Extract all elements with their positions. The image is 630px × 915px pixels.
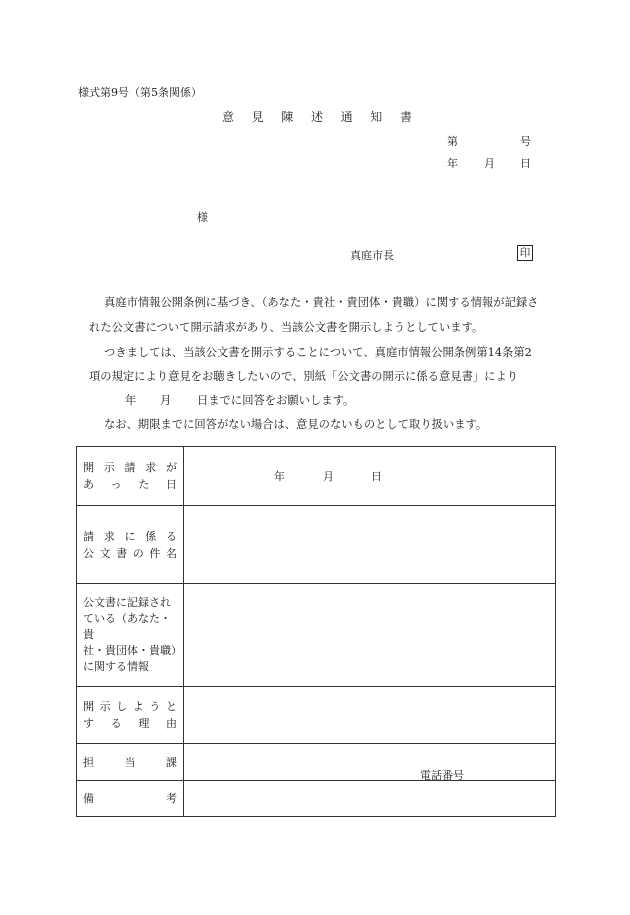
- label-char: う: [149, 700, 161, 713]
- label-char: 係: [145, 529, 157, 543]
- request-date-month: 月: [323, 470, 334, 483]
- label-char: が: [166, 461, 177, 474]
- label-char: 公: [83, 546, 94, 560]
- label-char: 請: [124, 461, 136, 474]
- label-char: 開: [83, 461, 94, 474]
- deadline-year: 年: [125, 394, 137, 407]
- issue-date-year: 年: [447, 157, 458, 170]
- issue-date-day: 日: [520, 157, 531, 170]
- table-row: [77, 744, 556, 781]
- related-info-label: [77, 584, 184, 687]
- label-char: と: [165, 700, 177, 713]
- table-row: [77, 506, 556, 584]
- request-date-year: 年: [274, 470, 285, 483]
- label-char: 考: [166, 792, 177, 805]
- doc-number-suffix: 号: [520, 135, 531, 148]
- body-line-5: 日までに回答をお願いします。: [197, 394, 355, 407]
- remarks-value[interactable]: [184, 781, 556, 817]
- seal-char: 印: [519, 247, 531, 259]
- label-line: 公文書に記録され: [83, 596, 171, 609]
- label-char: る: [110, 717, 122, 730]
- request-date-label: [77, 447, 184, 506]
- addressee-honorific: 様: [197, 211, 208, 224]
- table-row: [77, 781, 556, 817]
- title-char: 述: [310, 110, 323, 124]
- remarks-label: [77, 781, 184, 817]
- label-char: 開: [83, 700, 94, 713]
- document-name-value[interactable]: [184, 506, 556, 584]
- doc-number-prefix: 第: [447, 135, 458, 148]
- label-line: に関する情報: [83, 660, 149, 673]
- seal-mark: [517, 245, 533, 261]
- label-char: 由: [165, 717, 177, 730]
- department-value[interactable]: [184, 744, 556, 781]
- label-char: た: [138, 478, 150, 491]
- label-char: よ: [132, 700, 144, 713]
- body-line-3: つきましては、当該公文書を開示することについて、真庭市情報公開条例第14条第2: [104, 346, 532, 359]
- related-info-value[interactable]: [184, 584, 556, 687]
- table-row: [77, 687, 556, 744]
- label-line: ている（あなた・貴: [83, 612, 171, 641]
- label-char: し: [116, 700, 128, 713]
- label-char: 課: [166, 755, 177, 769]
- label-char: る: [166, 529, 177, 543]
- body-line-2: れた公文書について開示請求があり、当該公文書を開示しようとしています。: [89, 321, 484, 334]
- title-char: 書: [399, 110, 412, 124]
- label-line: 社・貴団体・貴職）: [83, 644, 182, 657]
- label-char: 担: [83, 755, 94, 769]
- document-title: [222, 108, 412, 125]
- label-char: 書: [116, 546, 128, 560]
- body-line-6: なお、期限までに回答がない場合は、意見のないものとして取り扱います。: [104, 418, 488, 431]
- form-number: 様式第9号（第5条関係）: [78, 86, 202, 99]
- deadline-month: 月: [160, 394, 172, 407]
- label-char: 示: [103, 461, 115, 474]
- label-char: 理: [138, 717, 150, 730]
- title-char: 見: [251, 110, 264, 124]
- label-char: 日: [165, 478, 177, 491]
- label-char: 示: [99, 700, 111, 713]
- body-line-1: 真庭市情報公開条例に基づき、（あなた・貴社・貴団体・貴職）に関する情報が記録さ: [104, 296, 539, 309]
- label-char: の: [132, 546, 144, 560]
- issue-date-month: 月: [484, 157, 495, 170]
- label-char: 求: [103, 529, 115, 543]
- notice-table: [76, 446, 556, 817]
- label-char: 備: [83, 792, 94, 805]
- title-char: 陳: [281, 110, 294, 124]
- sender-name: 真庭市長: [350, 249, 394, 262]
- label-char: す: [83, 717, 94, 730]
- title-char: 知: [370, 110, 383, 124]
- label-char: に: [124, 529, 136, 543]
- label-char: 当: [124, 755, 136, 769]
- table-row: [77, 447, 556, 506]
- label-char: あ: [83, 478, 94, 491]
- request-date-value[interactable]: [184, 447, 556, 506]
- label-char: 件: [149, 546, 161, 560]
- label-char: 名: [165, 546, 177, 560]
- reason-value[interactable]: [184, 687, 556, 744]
- label-char: っ: [110, 478, 122, 491]
- document-name-label: [77, 506, 184, 584]
- label-char: 文: [99, 546, 111, 560]
- title-char: 通: [340, 110, 353, 124]
- body-line-4: 項の規定により意見をお聴きしたいので、別紙「公文書の開示に係る意見書」により: [89, 370, 519, 383]
- label-char: 求: [145, 461, 157, 474]
- phone-number-label: 電話番号: [420, 768, 464, 782]
- title-char: 意: [222, 110, 235, 124]
- department-label: [77, 744, 184, 781]
- request-date-day: 日: [371, 470, 382, 483]
- label-char: 請: [83, 529, 94, 543]
- table-row: [77, 584, 556, 687]
- reason-label: [77, 687, 184, 744]
